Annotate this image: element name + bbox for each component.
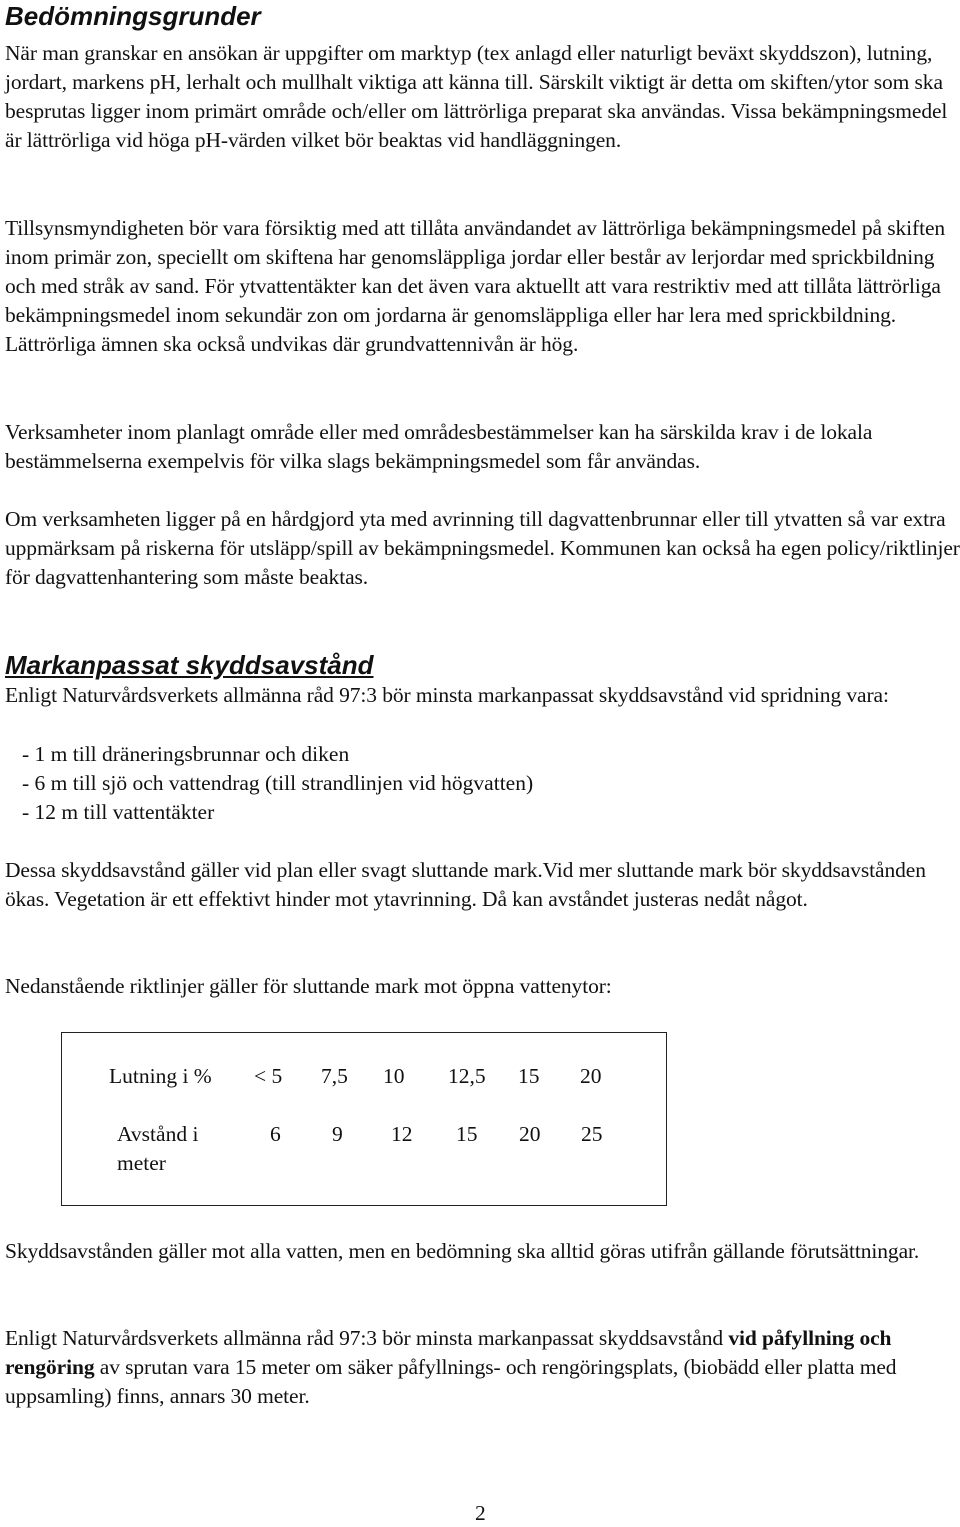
row-label-avstand: Avstånd i meter bbox=[117, 1122, 199, 1175]
final-keyword-pafyllning: vid påfyllning och rengöring bbox=[5, 1326, 892, 1379]
intro-text-start: Enligt Naturvårdsverkets allmänna råd 97:3 bör minsta markanpassat skyddsavstånd vid bbox=[5, 683, 761, 707]
paragraph-planlagt-omrade: Verksamheter inom planlagt område eller med områdesbestämmelser kan ha särskilda krav i de lokala bestämmelserna exempelvis för vilka slags bekämpningsmedel som får användas. bbox=[5, 420, 873, 473]
table-cell: 9 bbox=[332, 1122, 343, 1146]
paragraph-riktlinjer: Nedanstående riktlinjer gäller för sluttande mark mot öppna vattenytor: bbox=[5, 974, 612, 998]
distance-list bbox=[22, 740, 533, 827]
table-cell: 25 bbox=[581, 1122, 603, 1146]
heading-bedomningsgrunder: Bedömningsgrunder bbox=[5, 1, 261, 31]
list-item: - 6 m till sjö och vattendrag (till strandlinjen vid högvatten) bbox=[22, 771, 534, 795]
paragraph-alla-vatten: Skyddsavstånden gäller mot alla vatten, men en bedömning ska alltid göras utifrån gällande förutsättningar. bbox=[5, 1239, 920, 1263]
table-cell: 12 bbox=[391, 1122, 413, 1146]
table-cell: 20 bbox=[519, 1122, 541, 1146]
heading-markanpassat-skyddsavstand: Markanpassat skyddsavstånd bbox=[5, 650, 374, 680]
final-text-end: av sprutan vara 15 meter om säker påfyllnings- och rengöringsplats, (biobädd eller platta med uppsamling) finns, annars 30 meter. bbox=[5, 1355, 897, 1408]
row-label-lutning: Lutning i % bbox=[109, 1064, 212, 1088]
table-cell: 7,5 bbox=[321, 1064, 348, 1088]
paragraph-tillsynsmyndigheten: Tillsynsmyndigheten bör vara försiktig med att tillåta användandet av lättrörliga bekämpningsmedel på skiften inom primär zon, speciellt om skiftena har genomsläppliga jordar eller består av lerjordar med sprickbildning och med stråk av sand. För ytvattentäkter kan det även vara aktuellt att vara restriktiv med att tillåta lättrörliga bekämpningsmedel inom sekundär zon om jordarna är genomsläppliga eller har lera med sprickbildning. Lättrörliga ämnen ska också undvikas där grundvattennivån är hög. bbox=[5, 216, 946, 356]
paragraph-pafyllning bbox=[5, 1324, 960, 1411]
paragraph-marktyp: När man granskar en ansökan är uppgifter om marktyp (tex anlagd eller naturligt beväxt skyddszon), lutning, jordart, markens pH, lerhalt och mullhalt viktiga att känna till. Särskilt viktigt är detta om skiften/ytor som ska besprutas ligger inom primärt område och/eller om lättrörliga preparat ska användas. Vissa bekämpningsmedel är lättrörliga vid höga pH-värden vilket bör beaktas vid handläggningen. bbox=[5, 41, 948, 152]
table-cell: 12,5 bbox=[448, 1064, 486, 1088]
page-number: 2 bbox=[475, 1501, 486, 1525]
table-cell: 15 bbox=[456, 1122, 478, 1146]
paragraph-plan-mark: Dessa skyddsavstånd gäller vid plan eller svagt sluttande mark.Vid mer sluttande mark bör skyddsavstånden ökas. Vegetation är ett effektivt hinder mot ytavrinning. Då kan avståndet justeras nedåt något. bbox=[5, 858, 926, 911]
slope-distance-table bbox=[61, 1032, 667, 1206]
final-text-start: Enligt Naturvårdsverkets allmänna råd 97:3 bör minsta markanpassat skyddsavstånd bbox=[5, 1326, 729, 1350]
list-item: - 12 m till vattentäkter bbox=[22, 800, 215, 824]
intro-text-end: vara: bbox=[841, 683, 889, 707]
table-cell: 15 bbox=[518, 1064, 540, 1088]
paragraph-hardgjord-yta: Om verksamheten ligger på en hårdgjord yta med avrinning till dagvattenbrunnar eller till ytvatten så var extra uppmärksam på riskerna för utsläpp/spill av bekämpningsmedel. Kommunen kan också ha egen policy/riktlinjer för dagvattenhantering som måste beaktas. bbox=[5, 507, 960, 589]
list-item: - 1 m till dräneringsbrunnar och diken bbox=[22, 742, 350, 766]
intro-keyword-spridning: spridning bbox=[760, 683, 842, 707]
table-cell: 20 bbox=[580, 1064, 602, 1088]
paragraph-spridning-intro bbox=[5, 681, 960, 710]
table-cell: 6 bbox=[270, 1122, 281, 1146]
table-cell: 10 bbox=[383, 1064, 405, 1088]
table-cell: < 5 bbox=[254, 1064, 283, 1088]
